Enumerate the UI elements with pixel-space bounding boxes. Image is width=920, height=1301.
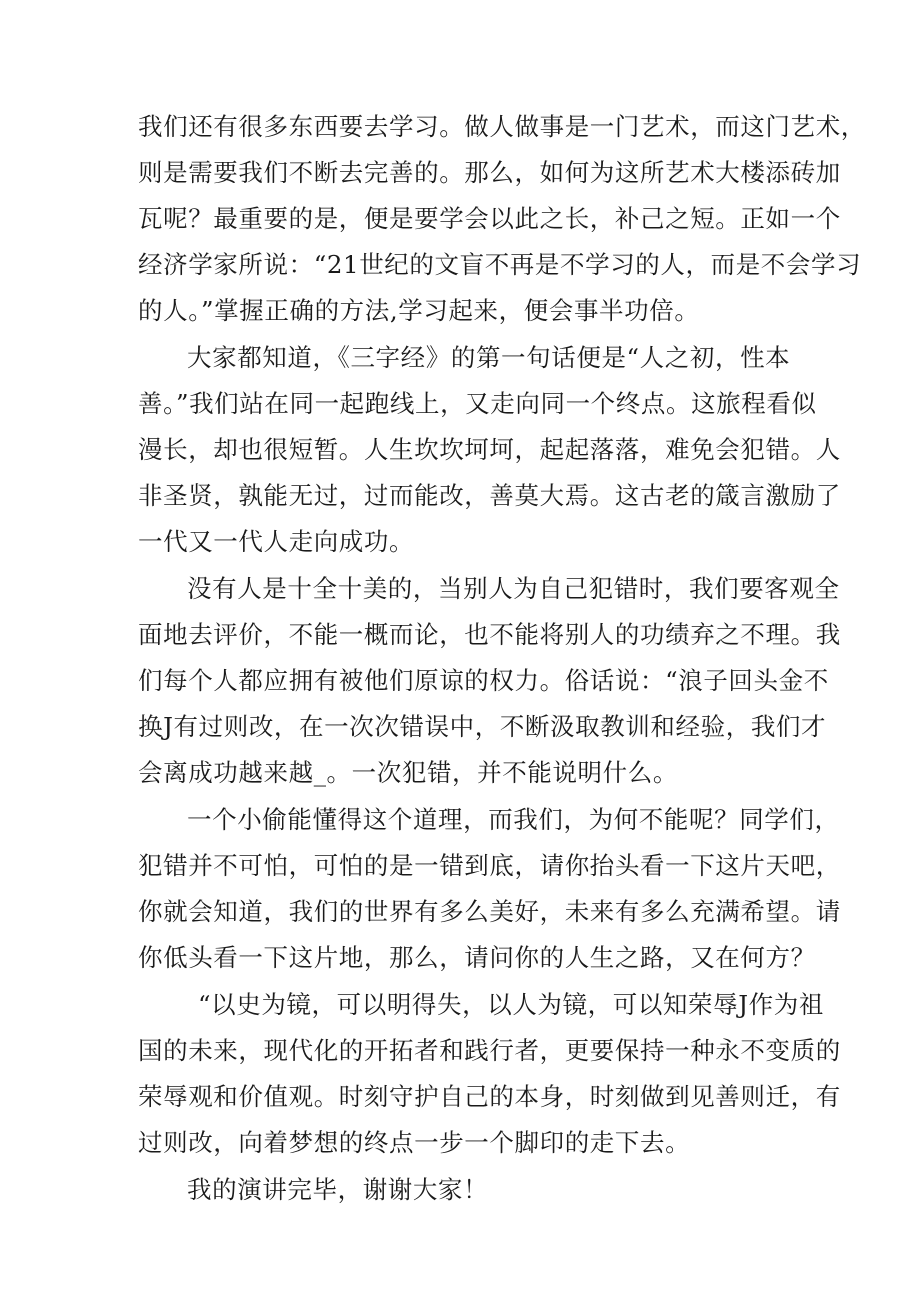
text-line: 你就会知道，我们的世界有多么美好，未来有多么充满希望。请	[138, 897, 841, 926]
text-line: 非圣贤，孰能无过，过而能改，善莫大焉。这古老的箴言激励了	[138, 481, 841, 510]
paragraph-4	[138, 797, 841, 981]
text-line: 会离成功越来越_。一次犯错，并不能说明什么。	[138, 758, 678, 787]
text-line: 没有人是十全十美的，当别人为自己犯错时，我们要客观全	[187, 574, 840, 603]
paragraph-1	[138, 104, 866, 334]
text-line: 面地去评价，不能一概而论，也不能将别人的功绩弃之不理。我	[138, 620, 841, 649]
text-line: 瓦呢？最重要的是，便是要学会以此之长，补己之短。正如一个	[138, 204, 841, 233]
paragraph-3	[138, 566, 841, 796]
paragraph-5	[138, 982, 841, 1166]
text-line: 的人。”掌握正确的方法,学习起来，便会事半功倍。	[138, 296, 700, 325]
paragraph-2	[138, 335, 841, 565]
text-line: “以史为镜，可以明得失，以人为镜，可以知荣辱J作为祖	[198, 990, 824, 1019]
text-line: 你低头看一下这片地，那么，请问你的人生之路，又在何方？	[138, 943, 816, 972]
text-line: 国的未来，现代化的开拓者和践行者，更要保持一种永不变质的	[138, 1036, 841, 1065]
text-line: 们每个人都应拥有被他们原谅的权力。俗话说：“浪子回头金不	[138, 666, 829, 695]
text-line: 荣辱观和价值观。时刻守护自己的本身，时刻做到见善则迁，有	[138, 1082, 841, 1111]
text-line: 一代又一代人走向成功。	[138, 527, 415, 556]
text-line: 我的演讲完毕，谢谢大家！	[187, 1175, 489, 1204]
text-line: 换J有过则改，在一次次错误中，不断汲取教训和经验，我们才	[138, 712, 827, 741]
text-line: 漫长，却也很短暂。人生坎坎坷坷，起起落落，难免会犯错。人	[138, 435, 841, 464]
text-line: 善。”我们站在同一起跑线上，又走向同一个终点。这旅程看似	[138, 389, 817, 418]
text-line: 经济学家所说：“21世纪的文盲不再是不学习的人，而是不会学习	[138, 250, 862, 279]
text-line: 犯错并不可怕，可怕的是一错到底，请你抬头看一下这片天吧，	[138, 851, 841, 880]
text-line: 大家都知道，《三字经》的第一句话便是“人之初，性本	[187, 343, 791, 372]
paragraph-6	[138, 1167, 804, 1213]
text-line: 则是需要我们不断去完善的。那么，如何为这所艺术大楼添砖加	[138, 158, 841, 187]
text-line: 过则改，向着梦想的终点一步一个脚印的走下去。	[138, 1128, 691, 1157]
text-line: 我们还有很多东西要去学习。做人做事是一门艺术，而这门艺术，	[138, 112, 866, 141]
document-body	[138, 104, 866, 1213]
text-line: 一个小偷能懂得这个道理，而我们，为何不能呢？同学们，	[187, 805, 840, 834]
